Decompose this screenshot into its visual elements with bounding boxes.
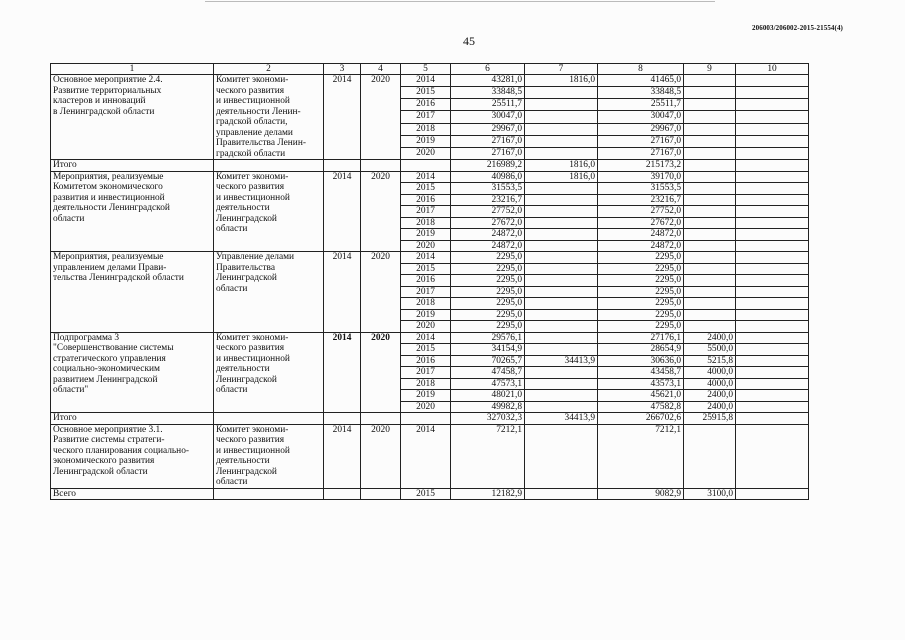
- total-cell: 24872,0: [451, 229, 525, 241]
- end-year: 2020: [361, 332, 401, 413]
- year-cell: 2016: [401, 99, 451, 111]
- year-cell: 2017: [401, 206, 451, 218]
- other-cell: 4000,0: [684, 378, 736, 390]
- total-cell: 27167,0: [451, 135, 525, 147]
- year-cell: 2017: [401, 286, 451, 298]
- header-cell: 5: [401, 64, 451, 75]
- other-cell: [684, 171, 736, 183]
- total-cell: 2295,0: [451, 252, 525, 264]
- total-cell: 2295,0: [451, 263, 525, 275]
- start-year: 2014: [324, 252, 361, 333]
- regional-cell: 2295,0: [598, 321, 684, 333]
- federal-cell: [525, 229, 598, 241]
- federal-cell: [525, 147, 598, 159]
- header-cell: 7: [525, 64, 598, 75]
- year-cell: 2017: [401, 111, 451, 123]
- empty-cell: [736, 401, 809, 413]
- other-cell: [684, 99, 736, 111]
- empty-cell: [736, 286, 809, 298]
- other-cell: [684, 229, 736, 241]
- other-cell: [684, 135, 736, 147]
- header-cell: 4: [361, 64, 401, 75]
- document-id: 206003/206002-2015-21554(4): [752, 24, 843, 32]
- empty-cell: [736, 344, 809, 356]
- page-number: 45: [463, 34, 475, 48]
- year-cell: 2014: [401, 252, 451, 264]
- start-year: 2014: [324, 424, 361, 488]
- total-cell: 48021,0: [451, 390, 525, 402]
- empty-cell: [736, 413, 809, 425]
- other-cell: 5215,8: [684, 355, 736, 367]
- regional-cell: 2295,0: [598, 298, 684, 310]
- empty-cell: [736, 160, 809, 172]
- other-cell: [684, 309, 736, 321]
- regional-cell: 2295,0: [598, 286, 684, 298]
- table-row: [51, 171, 809, 183]
- empty-cell: [736, 321, 809, 333]
- federal-cell: [525, 488, 598, 500]
- federal-cell: [525, 135, 598, 147]
- year-cell: 2019: [401, 390, 451, 402]
- start-year: 2014: [324, 332, 361, 413]
- header-cell: 2: [214, 64, 324, 75]
- empty-cell: [736, 123, 809, 135]
- empty-cell: [736, 390, 809, 402]
- other-cell: [684, 217, 736, 229]
- regional-cell: 215173,2: [598, 160, 684, 172]
- other-cell: 25915,8: [684, 413, 736, 425]
- federal-cell: [525, 309, 598, 321]
- year-cell: 2014: [401, 332, 451, 344]
- year-cell: 2016: [401, 194, 451, 206]
- year-cell: 2015: [401, 183, 451, 195]
- federal-cell: [525, 217, 598, 229]
- year-cell: 2014: [401, 424, 451, 488]
- empty-cell: [736, 424, 809, 488]
- regional-cell: 24872,0: [598, 229, 684, 241]
- other-cell: [684, 206, 736, 218]
- federal-cell: 34413,9: [525, 355, 598, 367]
- regional-cell: 47582,8: [598, 401, 684, 413]
- federal-cell: [525, 99, 598, 111]
- other-cell: [684, 123, 736, 135]
- year-cell: 2020: [401, 147, 451, 159]
- other-cell: 2400,0: [684, 390, 736, 402]
- federal-cell: 1816,0: [525, 75, 598, 87]
- year-cell: 2019: [401, 229, 451, 241]
- federal-cell: [525, 298, 598, 310]
- total-cell: 27167,0: [451, 147, 525, 159]
- year-cell: 2014: [401, 75, 451, 87]
- total-label: Итого: [51, 160, 214, 172]
- federal-cell: [525, 367, 598, 379]
- federal-cell: [525, 183, 598, 195]
- total-cell: 27752,0: [451, 206, 525, 218]
- empty-cell: [736, 75, 809, 87]
- federal-cell: [525, 275, 598, 287]
- empty-cell: [736, 217, 809, 229]
- federal-cell: [525, 240, 598, 252]
- regional-cell: 28654,9: [598, 344, 684, 356]
- table-row: [51, 252, 809, 264]
- start-year: 2014: [324, 75, 361, 160]
- other-cell: 4000,0: [684, 367, 736, 379]
- empty-cell: [736, 252, 809, 264]
- regional-cell: 2295,0: [598, 252, 684, 264]
- federal-cell: [525, 332, 598, 344]
- federal-cell: [525, 390, 598, 402]
- table-row: [51, 75, 809, 87]
- activity-name: Подпрограмма 3 "Совершенствование системы стратегического управления социально-экономическим развитием Ленинградской области": [51, 332, 214, 413]
- total-cell: 7212,1: [451, 424, 525, 488]
- empty-cell: [214, 413, 324, 425]
- empty-cell: [736, 183, 809, 195]
- empty-cell: [736, 171, 809, 183]
- regional-cell: 29967,0: [598, 123, 684, 135]
- activity-name: Основное мероприятие 2.4. Развитие территориальных кластеров и инноваций в Ленинградской области: [51, 75, 214, 160]
- year-cell: 2018: [401, 298, 451, 310]
- empty-cell: [736, 367, 809, 379]
- year-cell: 2020: [401, 321, 451, 333]
- regional-cell: 31553,5: [598, 183, 684, 195]
- empty-cell: [736, 332, 809, 344]
- total-cell: 12182,9: [451, 488, 525, 500]
- grand-total-row: [51, 488, 809, 500]
- federal-cell: [525, 378, 598, 390]
- total-cell: 49982,8: [451, 401, 525, 413]
- total-cell: 2295,0: [451, 298, 525, 310]
- empty-cell: [324, 160, 361, 172]
- federal-cell: 1816,0: [525, 160, 598, 172]
- year-cell: 2016: [401, 275, 451, 287]
- start-year: 2014: [324, 171, 361, 252]
- regional-cell: 27167,0: [598, 135, 684, 147]
- total-cell: 327032,3: [451, 413, 525, 425]
- other-cell: 2400,0: [684, 332, 736, 344]
- other-cell: [684, 321, 736, 333]
- empty-cell: [736, 194, 809, 206]
- empty-cell: [214, 160, 324, 172]
- header-cell: 1: [51, 64, 214, 75]
- empty-cell: [361, 488, 401, 500]
- empty-cell: [324, 488, 361, 500]
- year-cell: 2015: [401, 263, 451, 275]
- total-row: [51, 413, 809, 425]
- regional-cell: 266702,6: [598, 413, 684, 425]
- other-cell: 3100,0: [684, 488, 736, 500]
- federal-cell: [525, 111, 598, 123]
- header-cell: 8: [598, 64, 684, 75]
- total-cell: 25511,7: [451, 99, 525, 111]
- other-cell: [684, 147, 736, 159]
- regional-cell: 23216,7: [598, 194, 684, 206]
- federal-cell: [525, 194, 598, 206]
- total-cell: 47573,1: [451, 378, 525, 390]
- header-cell: 6: [451, 64, 525, 75]
- regional-cell: 30636,0: [598, 355, 684, 367]
- total-cell: 23216,7: [451, 194, 525, 206]
- year-cell: 2018: [401, 217, 451, 229]
- empty-cell: [736, 111, 809, 123]
- header-row: [51, 64, 809, 75]
- year-cell: 2015: [401, 488, 451, 500]
- empty-cell: [736, 263, 809, 275]
- regional-cell: 27752,0: [598, 206, 684, 218]
- regional-cell: 2295,0: [598, 309, 684, 321]
- other-cell: [684, 240, 736, 252]
- executor-name: Комитет экономи- ческого развития и инвестиционной деятельности Ленин- градской области, управление делами Правительства Ленин- градской области: [214, 75, 324, 160]
- other-cell: [684, 424, 736, 488]
- empty-cell: [736, 135, 809, 147]
- empty-cell: [736, 298, 809, 310]
- regional-cell: 24872,0: [598, 240, 684, 252]
- regional-cell: 2295,0: [598, 275, 684, 287]
- federal-cell: [525, 344, 598, 356]
- empty-cell: [361, 413, 401, 425]
- executor-name: Управление делами Правительства Ленинградской области: [214, 252, 324, 333]
- activity-name: Мероприятия, реализуемые управлением делами Прави- тельства Ленинградской области: [51, 252, 214, 333]
- total-cell: 2295,0: [451, 321, 525, 333]
- regional-cell: 30047,0: [598, 111, 684, 123]
- regional-cell: 7212,1: [598, 424, 684, 488]
- total-cell: 34154,9: [451, 344, 525, 356]
- year-cell: 2020: [401, 240, 451, 252]
- total-label: Итого: [51, 413, 214, 425]
- empty-cell: [736, 378, 809, 390]
- federal-cell: [525, 401, 598, 413]
- total-cell: 30047,0: [451, 111, 525, 123]
- other-cell: [684, 160, 736, 172]
- other-cell: [684, 286, 736, 298]
- empty-cell: [324, 413, 361, 425]
- total-cell: 2295,0: [451, 309, 525, 321]
- executor-name: Комитет экономи- ческого развития и инвестиционной деятельности Ленинградской области: [214, 424, 324, 488]
- other-cell: [684, 263, 736, 275]
- empty-cell: [736, 87, 809, 99]
- total-cell: 29967,0: [451, 123, 525, 135]
- other-cell: 2400,0: [684, 401, 736, 413]
- year-cell: 2017: [401, 367, 451, 379]
- year-cell: 2018: [401, 123, 451, 135]
- regional-cell: 39170,0: [598, 171, 684, 183]
- regional-cell: 43458,7: [598, 367, 684, 379]
- year-cell: 2015: [401, 344, 451, 356]
- year-cell: 2016: [401, 355, 451, 367]
- total-cell: 43281,0: [451, 75, 525, 87]
- total-cell: 47458,7: [451, 367, 525, 379]
- other-cell: [684, 275, 736, 287]
- federal-cell: 34413,9: [525, 413, 598, 425]
- total-cell: 24872,0: [451, 240, 525, 252]
- other-cell: [684, 75, 736, 87]
- regional-cell: 33848,5: [598, 87, 684, 99]
- total-row: [51, 160, 809, 172]
- regional-cell: 27176,1: [598, 332, 684, 344]
- table-row: [51, 332, 809, 344]
- year-cell: 2014: [401, 171, 451, 183]
- federal-cell: [525, 286, 598, 298]
- other-cell: [684, 111, 736, 123]
- total-cell: 70265,7: [451, 355, 525, 367]
- total-cell: 2295,0: [451, 275, 525, 287]
- empty-cell: [736, 355, 809, 367]
- table-row: [51, 424, 809, 488]
- empty-cell: [214, 488, 324, 500]
- empty-cell: [736, 206, 809, 218]
- empty-cell: [736, 309, 809, 321]
- federal-cell: [525, 123, 598, 135]
- executor-name: Комитет экономи- ческого развития и инвестиционной деятельности Ленинградской области: [214, 332, 324, 413]
- other-cell: [684, 183, 736, 195]
- empty-cell: [361, 160, 401, 172]
- end-year: 2020: [361, 75, 401, 160]
- regional-cell: 25511,7: [598, 99, 684, 111]
- other-cell: [684, 194, 736, 206]
- empty-cell: [736, 488, 809, 500]
- regional-cell: 43573,1: [598, 378, 684, 390]
- total-cell: 31553,5: [451, 183, 525, 195]
- total-cell: 33848,5: [451, 87, 525, 99]
- year-cell: 2018: [401, 378, 451, 390]
- grand-total-label: Всего: [51, 488, 214, 500]
- regional-cell: 27672,0: [598, 217, 684, 229]
- total-cell: 29576,1: [451, 332, 525, 344]
- other-cell: [684, 252, 736, 264]
- total-cell: 40986,0: [451, 171, 525, 183]
- federal-cell: [525, 252, 598, 264]
- end-year: 2020: [361, 252, 401, 333]
- federal-cell: [525, 206, 598, 218]
- end-year: 2020: [361, 171, 401, 252]
- end-year: 2020: [361, 424, 401, 488]
- empty-cell: [401, 160, 451, 172]
- header-cell: 10: [736, 64, 809, 75]
- other-cell: 5500,0: [684, 344, 736, 356]
- empty-cell: [736, 147, 809, 159]
- header-cell: 3: [324, 64, 361, 75]
- empty-cell: [736, 275, 809, 287]
- header-cell: 9: [684, 64, 736, 75]
- activity-name: Основное мероприятие 3.1. Развитие системы стратеги- ческого планирования социально- экономического развития Ленинградской области: [51, 424, 214, 488]
- year-cell: 2020: [401, 401, 451, 413]
- top-rule: [205, 1, 715, 2]
- regional-cell: 2295,0: [598, 263, 684, 275]
- other-cell: [684, 87, 736, 99]
- year-cell: 2015: [401, 87, 451, 99]
- regional-cell: 45621,0: [598, 390, 684, 402]
- total-cell: 216989,2: [451, 160, 525, 172]
- total-cell: 27672,0: [451, 217, 525, 229]
- regional-cell: 41465,0: [598, 75, 684, 87]
- empty-cell: [736, 240, 809, 252]
- year-cell: 2019: [401, 135, 451, 147]
- other-cell: [684, 298, 736, 310]
- regional-cell: 9082,9: [598, 488, 684, 500]
- federal-cell: [525, 263, 598, 275]
- federal-cell: 1816,0: [525, 171, 598, 183]
- federal-cell: [525, 424, 598, 488]
- activity-name: Мероприятия, реализуемые Комитетом экономического развития и инвестиционной деятельности Ленинградской области: [51, 171, 214, 252]
- federal-cell: [525, 87, 598, 99]
- executor-name: Комитет экономи- ческого развития и инвестиционной деятельности Ленинградской области: [214, 171, 324, 252]
- budget-table: [50, 63, 809, 500]
- empty-cell: [401, 413, 451, 425]
- empty-cell: [736, 99, 809, 111]
- total-cell: 2295,0: [451, 286, 525, 298]
- empty-cell: [736, 229, 809, 241]
- year-cell: 2019: [401, 309, 451, 321]
- federal-cell: [525, 321, 598, 333]
- regional-cell: 27167,0: [598, 147, 684, 159]
